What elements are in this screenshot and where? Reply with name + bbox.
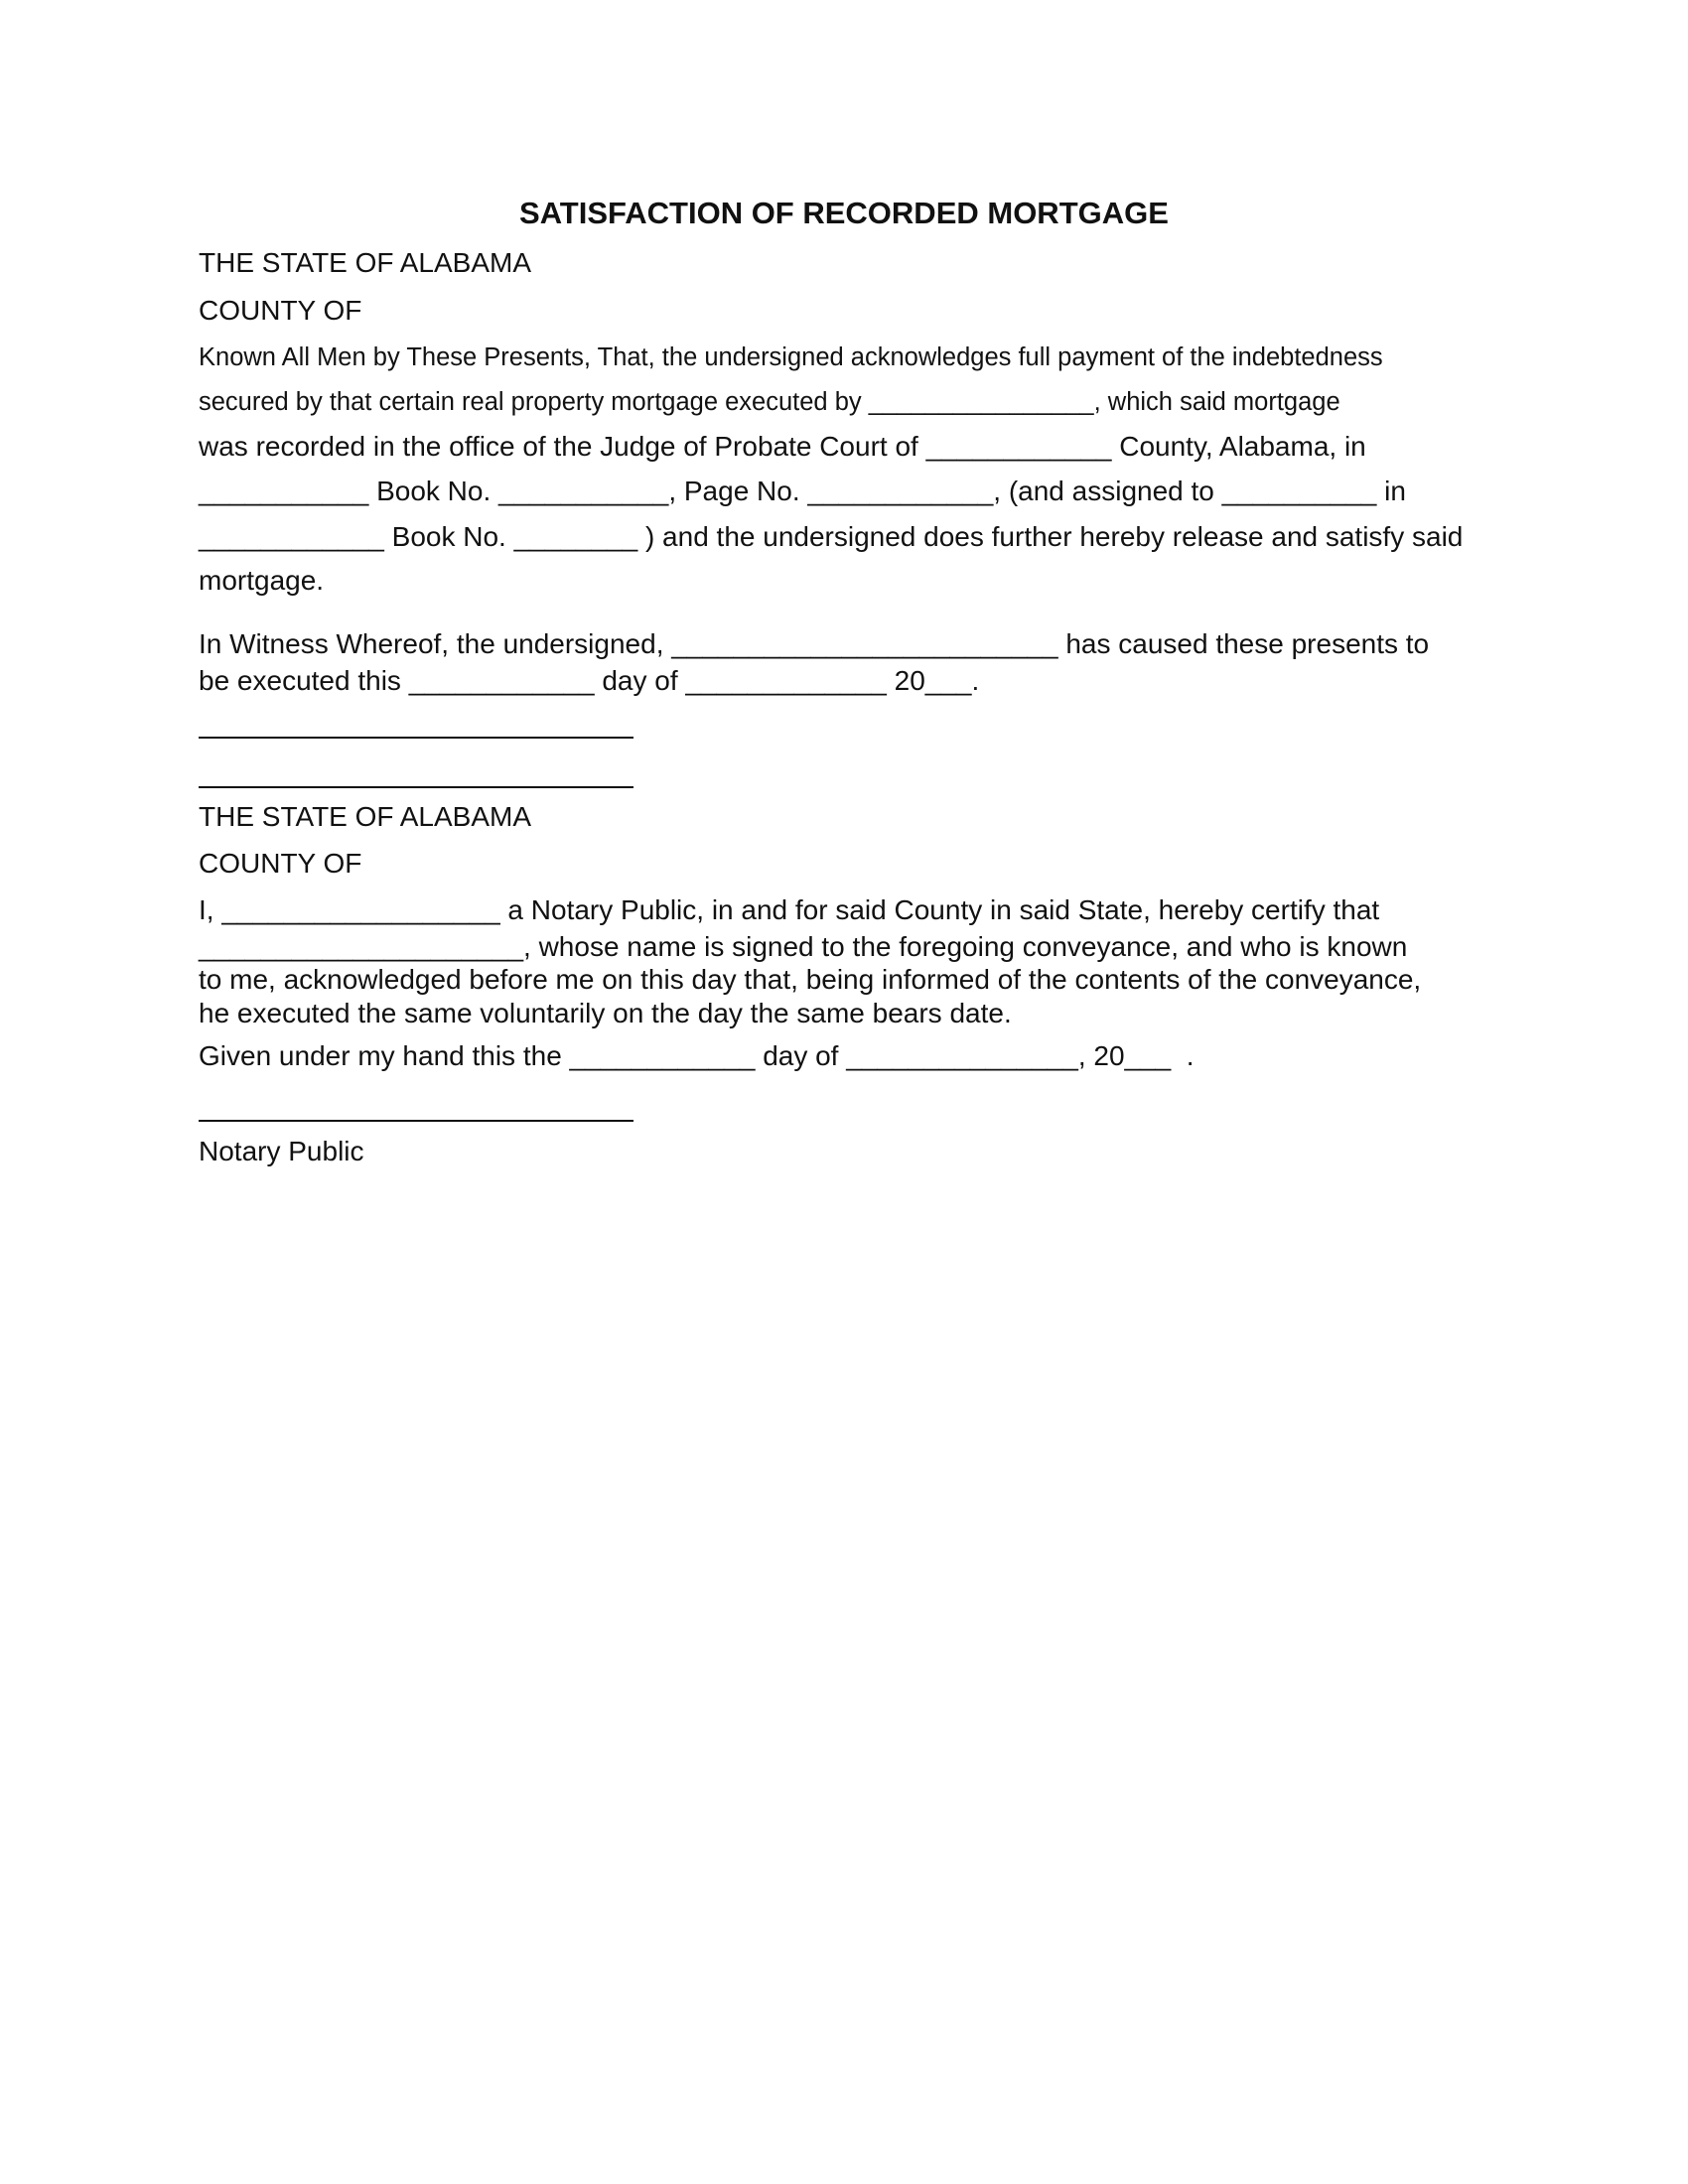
- county-heading: COUNTY OF: [199, 848, 362, 879]
- notary-line: I, __________________ a Notary Public, in and for said County in said State, hereby certify that: [199, 894, 1380, 925]
- notary-line: to me, acknowledged before me on this day that, being informed of the contents of the conveyance,: [199, 964, 1422, 995]
- body-line: mortgage.: [199, 565, 325, 596]
- notary-public-label: Notary Public: [199, 1136, 364, 1166]
- body-line: ___________ Book No. ___________, Page No. ____________, (and assigned to __________ in: [199, 476, 1406, 506]
- witness-line: be executed this ____________ day of _____________ 20___.: [199, 665, 980, 696]
- notary-line: he executed the same voluntarily on the day the same bears date.: [199, 998, 1012, 1028]
- signature-line: [199, 737, 633, 739]
- signature-line: [199, 786, 633, 788]
- body-line: Known All Men by These Presents, That, the undersigned acknowledges full payment of the indebtedness: [199, 343, 1383, 371]
- body-line: ____________ Book No. ________ ) and the undersigned does further hereby release and satisfy said: [199, 521, 1464, 552]
- body-line: was recorded in the office of the Judge of Probate Court of ____________ County, Alabama, in: [199, 431, 1366, 462]
- state-heading: THE STATE OF ALABAMA: [199, 247, 532, 278]
- body-line: secured by that certain real property mortgage executed by ________________, which said mortgage: [199, 388, 1340, 416]
- notary-line: Given under my hand this the ____________ day of _______________, 20___ .: [199, 1040, 1195, 1071]
- witness-line: In Witness Whereof, the undersigned, _________________________ has caused these presents to: [199, 628, 1430, 659]
- notary-line: _____________________, whose name is signed to the foregoing conveyance, and who is known: [199, 931, 1408, 962]
- notary-signature-line: [199, 1120, 633, 1122]
- state-heading: THE STATE OF ALABAMA: [199, 801, 532, 832]
- document-title: SATISFACTION OF RECORDED MORTGAGE: [519, 196, 1169, 230]
- county-heading: COUNTY OF: [199, 295, 362, 326]
